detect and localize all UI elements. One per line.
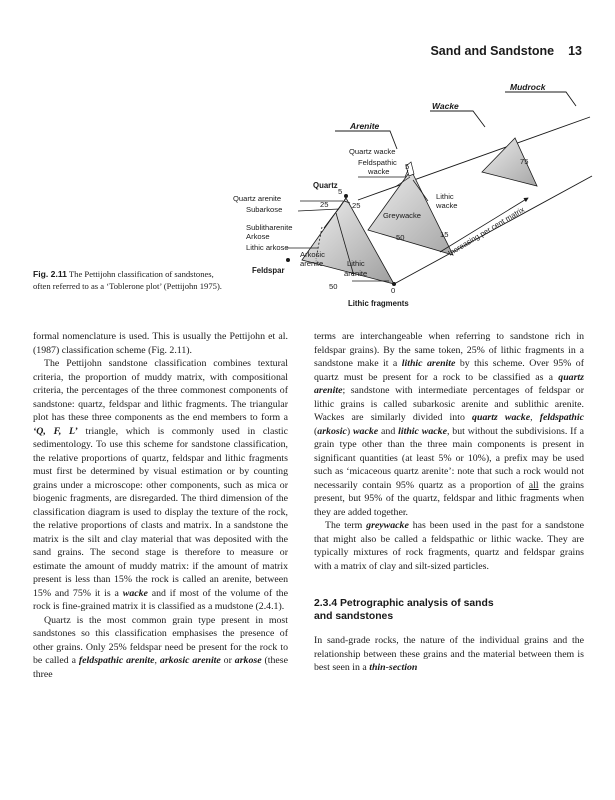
mudrock-bracket [505,92,576,106]
pettijohn-figure [200,70,600,315]
running-title: Sand and Sandstone [430,44,555,58]
text-run: , but without the subdivisions. If a grain type other than the three main components is present in significant quantities (at least 5% or 10%), a prefix may be used such as ‘micaceous quartz arenite’: note that such a rock would not necessarily contain 95% quartz as a proportion of [314,425,584,491]
label-lithic-arenite-2: arenite [344,269,368,278]
left-column [33,330,288,681]
number-0: 0 [391,286,396,295]
figure-caption [33,268,223,292]
text-run: terms are interchangeable when referring to sandstone rich in feldspar grains). By the same token, 25% of lithic fragments in a sandstone make it a [314,331,584,369]
term-qfl: ‘Q, F, L’ [33,425,78,437]
label-quartz-wacke: Quartz wacke [349,147,396,156]
number-50-mid: 50 [396,233,405,242]
label-increasing-matrix: Increasing per cent matrix [446,204,526,258]
label-arkose: Arkose [246,232,270,241]
text-run: (these three [33,655,289,680]
section-heading-line-2: and sandstones [314,611,394,622]
label-mudrock: Mudrock [510,82,546,92]
paragraph [314,519,584,573]
number-25-right: 25 [352,201,361,210]
label-lithic-wacke-1: Lithic [436,192,454,201]
subarkose-leader [298,209,339,211]
number-25-left: 25 [320,200,329,209]
text-run: or [220,655,235,666]
term-wacke: wacke [352,425,379,437]
text-run: has been used in the past for a sandstone that might also be called a feldspathic or lithic wacke. They are typically mixtures of rock fragments, quartz and feldspar grains with a matrix of clay and silt-sized particles. [314,520,584,572]
number-75: 75 [520,157,529,166]
term-feldspathic-arenite: feldspathic arenite [78,655,155,666]
term-lithic-arenite: lithic arenite [401,358,456,369]
text-run: by this scheme. Over 95% of quartz must be present for a rock to be classified as a [314,358,585,383]
text-run: , [530,412,540,423]
text-run: The Pettijohn sandstone classification combines textural criteria, the proportion of muddy matrix, with compositional criteria, the percentages of the three commonest components of sandstone: quartz, feldspar and lithic fragments. The triangular plot has these three components as the end members to form a [33,358,288,423]
label-arkosic-arenite-1: Arkosic [300,250,325,259]
label-sublitharenite: Sublitharenite [246,223,293,232]
term-greywacke: greywacke [366,520,409,531]
number-5-apex: 5 [338,187,343,196]
paragraph: formal nomenclature is used. This is usually the Pettijohn et al. (1987) classification scheme (Fig. 2.11). [33,331,288,356]
wacke-bracket [430,111,485,127]
label-feldspathic-wacke-1: Feldspathic [358,158,397,167]
text-run: ; sandstone with intermediate percentages of feldspar or lithic grains is called subarkosic arenite and sublithic arenite. Wackes are similarly divided into [314,385,584,423]
label-quartz: Quartz [313,181,338,190]
page-number: 13 [568,44,582,58]
term-arkosic-arenite: arkosic arenite [159,655,221,666]
term-lithic-wacke: lithic wacke [398,425,447,437]
term-wacke: wacke [122,587,148,599]
section-heading [314,597,584,623]
text-run: ( [314,425,318,437]
text-run: The term [325,520,367,531]
quartz-vertex [344,194,348,198]
label-lithic-arenite-1: Lithic [347,259,365,268]
section-heading-line-1: 2.3.4 Petrographic analysis of sands [314,598,494,609]
text-run: Quartz is the most common grain type present in most sandstones so this classification emphasises the presence of other grains. Only 25% feldspar need be present for the rock to be called a [33,614,288,666]
term-arkosic: arkosic [317,425,347,437]
term-thin-section: thin-section [369,662,418,673]
number-15: 15 [440,230,449,239]
label-feldspathic-wacke-2: wacke [368,167,390,176]
mudrock-triangle [482,138,537,186]
paragraph [33,614,288,682]
text-run: and if most of the volume of the rock is fine-grained matrix it is classified as a mudstone (2.4.1). [33,587,288,612]
paragraph [314,634,584,675]
text-run: triangle, which is commonly used in clastic sedimentology. To use this scheme for sandstone classification, the relative proportions of quartz, feldspar and lithic fragments must first be determined by visual estimation or by counting grains under a microscope: other components, such as mica or biogenic fragments, are disregarded. The third dimension of the classification diagram is used to display the texture of the rock, the relative proportions of clasts and matrix. In a sandstone the matrix is the silt and clay material that was deposited with the sand grains. The second stage is therefore to measure or estimate the amount of muddy matrix: if the amount of matrix present is less than 15% the rock is called an arenite, between 15% and 75% it is a [33,425,288,599]
caption-text: The Pettijohn classification of sandstones, often referred to as a ‘Toblerone plot’ (Pettijohn 1975). [33,269,222,292]
toblerone-plot [200,70,600,315]
term-quartz-arenite: quartz arenite [314,371,584,396]
label-feldspar: Feldspar [252,266,285,275]
caption-label: Fig. 2.11 [33,269,67,279]
term-arkose: arkose [234,655,262,666]
text-run: , [154,655,160,666]
label-subarkose: Subarkose [246,205,283,214]
label-lithic-wacke-2: wacke [436,201,458,210]
label-greywacke: Greywacke [383,211,421,220]
running-head [430,44,582,58]
number-5-wacke: 5 [405,162,410,171]
underlined-all: all [528,479,539,491]
paragraph [33,357,288,614]
number-50-base: 50 [329,282,338,291]
label-lithic-fragments: Lithic fragments [348,299,409,308]
text-run: ) [346,425,353,437]
label-arkosic-arenite-2: arenite [300,259,324,268]
text-run: In sand-grade rocks, the nature of the individual grains and the relationship between these grains and the material between them is best seen in a [314,635,584,673]
text-run: the grains present, but 95% of the quartz, feldspar and lithic fragments when they are added together. [314,479,584,518]
label-arenite: Arenite [350,121,380,131]
term-feldspathic: feldspathic [539,412,584,423]
feldspar-vertex [286,258,290,262]
label-lithic-arkose: Lithic arkose [246,243,289,252]
term-quartz-wacke: quartz wacke [472,412,531,423]
label-wacke: Wacke [432,101,459,111]
paragraph [314,330,584,519]
right-column [314,330,584,675]
text-run: and [378,425,399,437]
label-quartz-arenite: Quartz arenite [233,194,282,203]
